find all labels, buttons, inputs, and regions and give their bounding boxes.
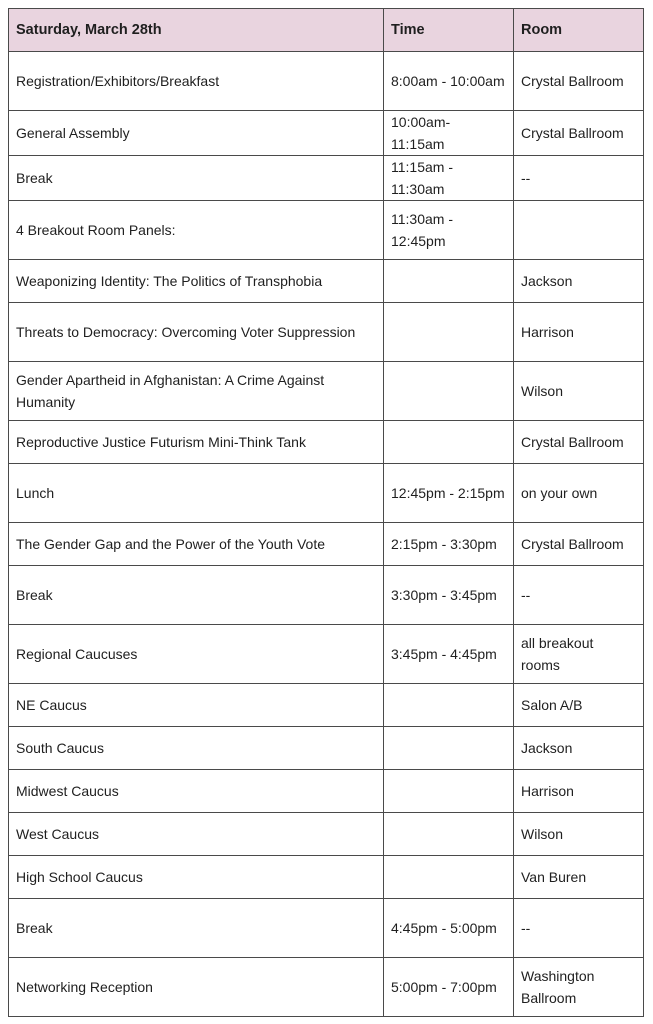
event-cell: Break [9,566,384,625]
room-cell: Wilson [514,813,644,856]
table-row [9,362,644,421]
time-cell [384,362,514,421]
event-cell: Lunch [9,464,384,523]
room-cell: Harrison [514,303,644,362]
event-cell: Networking Reception [9,958,384,1017]
time-cell: 5:00pm - 7:00pm [384,958,514,1017]
event-cell: General Assembly [9,111,384,156]
event-cell: The Gender Gap and the Power of the Youth Vote [9,523,384,566]
event-cell: Weaponizing Identity: The Politics of Transphobia [9,260,384,303]
table-row [9,260,644,303]
table-row [9,899,644,958]
time-cell [384,684,514,727]
event-cell: High School Caucus [9,856,384,899]
room-cell: Crystal Ballroom [514,523,644,566]
room-cell: Harrison [514,770,644,813]
event-cell: Break [9,899,384,958]
room-cell: -- [514,156,644,201]
date-header: Saturday, March 28th [9,9,384,52]
time-cell [384,727,514,770]
room-cell: -- [514,566,644,625]
room-cell: on your own [514,464,644,523]
time-cell: 3:30pm - 3:45pm [384,566,514,625]
time-cell [384,260,514,303]
event-cell: Reproductive Justice Futurism Mini-Think Tank [9,421,384,464]
table-row [9,111,644,156]
event-cell: Regional Caucuses [9,625,384,684]
event-cell: Threats to Democracy: Overcoming Voter Suppression [9,303,384,362]
schedule-table [8,8,644,1017]
room-header: Room [514,9,644,52]
table-row [9,421,644,464]
event-cell: Registration/Exhibitors/Breakfast [9,52,384,111]
event-cell: NE Caucus [9,684,384,727]
time-cell [384,770,514,813]
table-row [9,523,644,566]
header-row [9,9,644,52]
time-cell: 12:45pm - 2:15pm [384,464,514,523]
table-row [9,464,644,523]
time-cell [384,856,514,899]
event-cell: Midwest Caucus [9,770,384,813]
table-row [9,856,644,899]
time-cell: 3:45pm - 4:45pm [384,625,514,684]
time-header: Time [384,9,514,52]
event-cell: West Caucus [9,813,384,856]
room-cell: Van Buren [514,856,644,899]
time-cell: 11:15am - 11:30am [384,156,514,201]
room-cell: Salon A/B [514,684,644,727]
table-row [9,303,644,362]
table-row [9,156,644,201]
room-cell: Crystal Ballroom [514,421,644,464]
time-cell: 10:00am- 11:15am [384,111,514,156]
time-cell [384,421,514,464]
event-cell: Break [9,156,384,201]
time-cell: 11:30am - 12:45pm [384,201,514,260]
room-cell [514,201,644,260]
time-cell [384,303,514,362]
room-cell: Crystal Ballroom [514,52,644,111]
event-cell: South Caucus [9,727,384,770]
time-cell: 8:00am - 10:00am [384,52,514,111]
room-cell: -- [514,899,644,958]
room-cell: Wilson [514,362,644,421]
table-row [9,770,644,813]
table-row [9,958,644,1017]
table-row [9,684,644,727]
table-row [9,52,644,111]
event-cell: Gender Apartheid in Afghanistan: A Crime Against Humanity [9,362,384,421]
table-row [9,813,644,856]
time-cell [384,813,514,856]
event-cell: 4 Breakout Room Panels: [9,201,384,260]
table-row [9,625,644,684]
time-cell: 4:45pm - 5:00pm [384,899,514,958]
time-cell: 2:15pm - 3:30pm [384,523,514,566]
room-cell: Crystal Ballroom [514,111,644,156]
room-cell: Washington Ballroom [514,958,644,1017]
room-cell: all breakout rooms [514,625,644,684]
room-cell: Jackson [514,727,644,770]
table-row [9,566,644,625]
room-cell: Jackson [514,260,644,303]
table-row [9,727,644,770]
table-row [9,201,644,260]
